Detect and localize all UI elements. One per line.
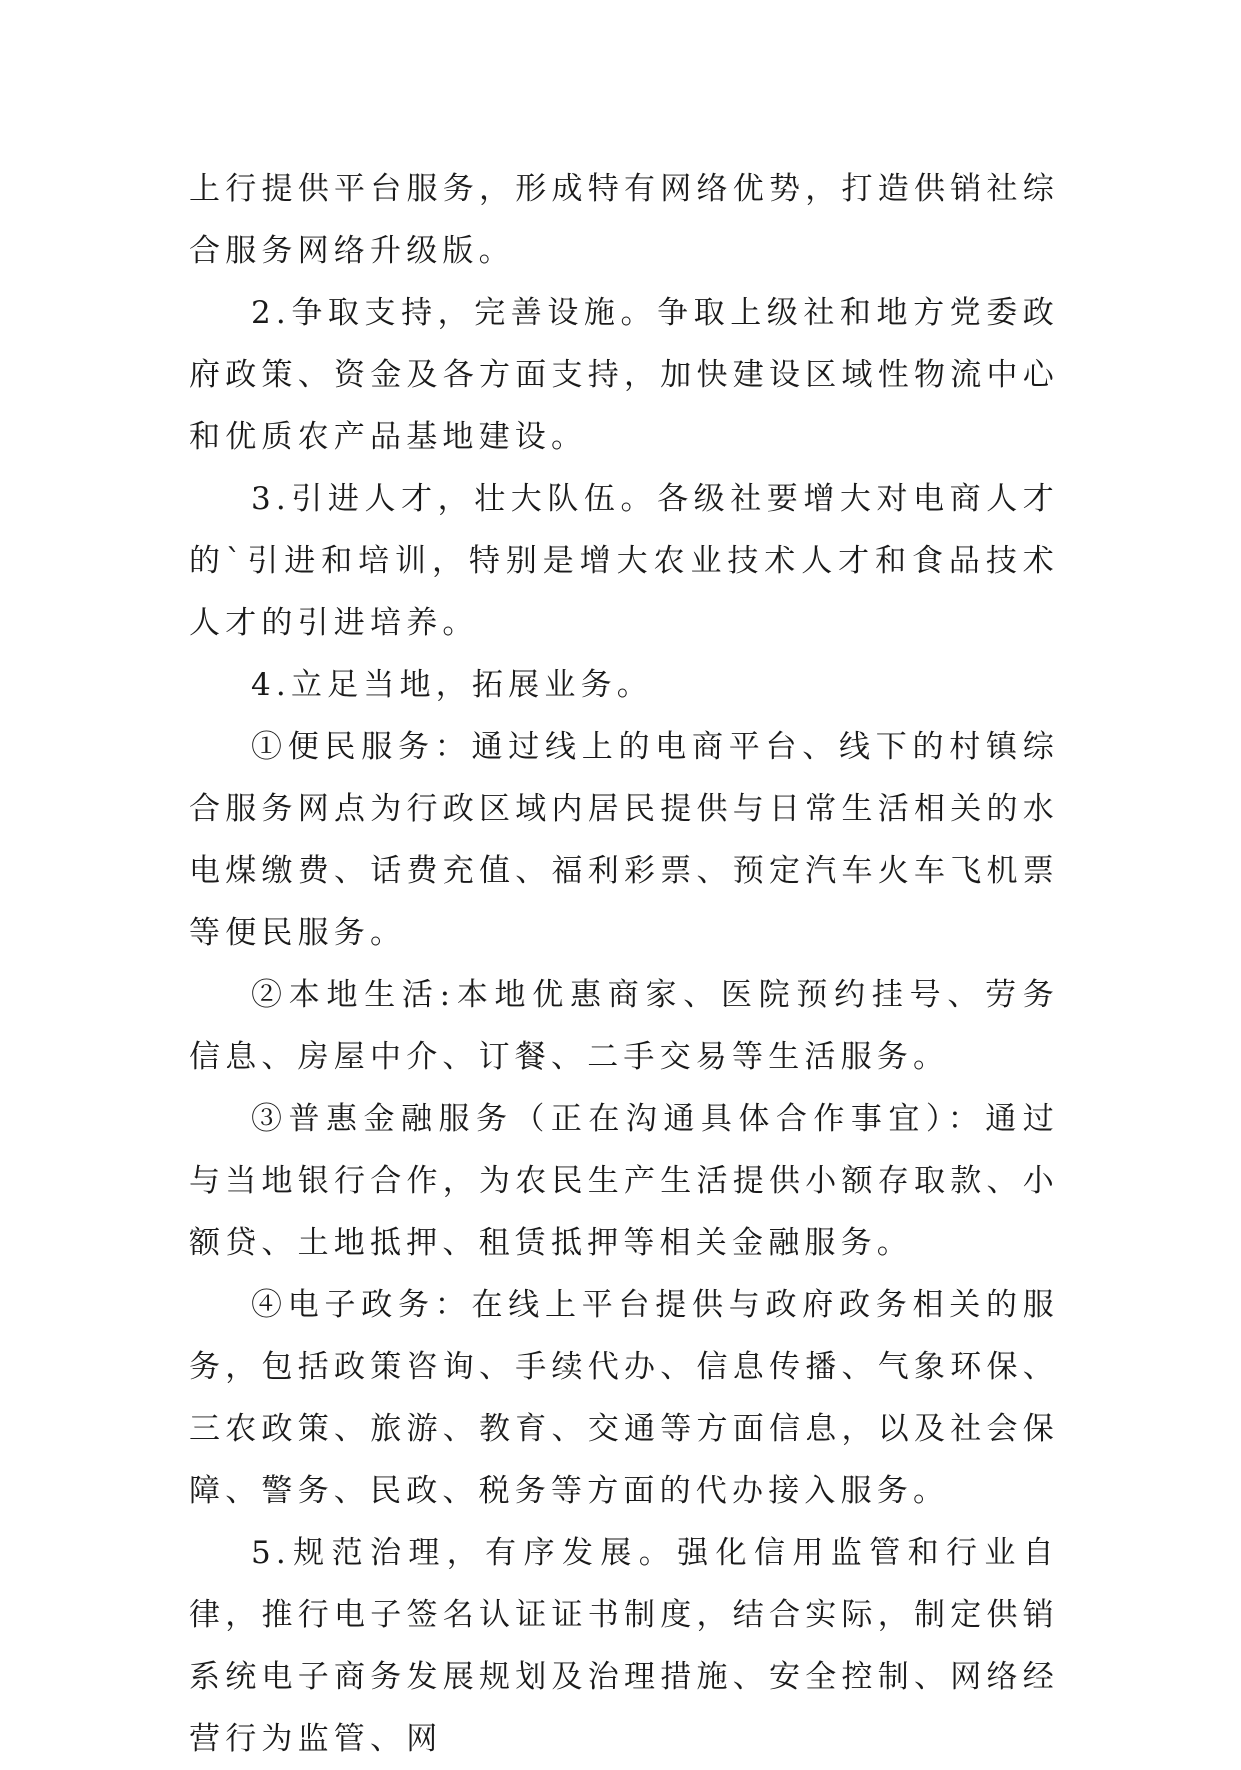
paragraph-item-4: 4.立足当地，拓展业务。 [251,667,653,703]
paragraph-subitem-2: ②本地生活:本地优惠商家、医院预约挂号、劳务信息、房屋中介、订餐、二手交易等生活服务。 [189,977,1059,1075]
paragraph-subitem-3: ③普惠金融服务（正在沟通具体合作事宜）：通过与当地银行合作，为农民生产生活提供小额存取款、小额贷、土地抵押、租赁抵押等相关金融服务。 [189,1101,1059,1261]
paragraph-item-3: 3.引进人才，壮大队伍。各级社要增大对电商人才的`引进和培训，特别是增大农业技术人才和食品技术人才的引进培养。 [189,481,1059,641]
paragraph-item-5: 5.规范治理，有序发展。强化信用监管和行业自律，推行电子签名认证证书制度，结合实际，制定供销系统电子商务发展规划及治理措施、安全控制、网络经营行为监管、网 [189,1535,1059,1757]
paragraph-subitem-1: ①便民服务：通过线上的电商平台、线下的村镇综合服务网点为行政区域内居民提供与日常生活相关的水电煤缴费、话费充值、福利彩票、预定汽车火车飞机票等便民服务。 [189,729,1059,951]
paragraph-item-2: 2.争取支持，完善设施。争取上级社和地方党委政府政策、资金及各方面支持，加快建设区域性物流中心和优质农产品基地建设。 [189,295,1059,455]
paragraph-subitem-4: ④电子政务：在线上平台提供与政府政务相关的服务，包括政策咨询、手续代办、信息传播、气象环保、三农政策、旅游、教育、交通等方面信息，以及社会保障、警务、民政、税务等方面的代办接入服务。 [189,1287,1059,1509]
document-body [189,158,1059,1770]
paragraph-continuation: 上行提供平台服务，形成特有网络优势，打造供销社综合服务网络升级版。 [189,171,1059,269]
